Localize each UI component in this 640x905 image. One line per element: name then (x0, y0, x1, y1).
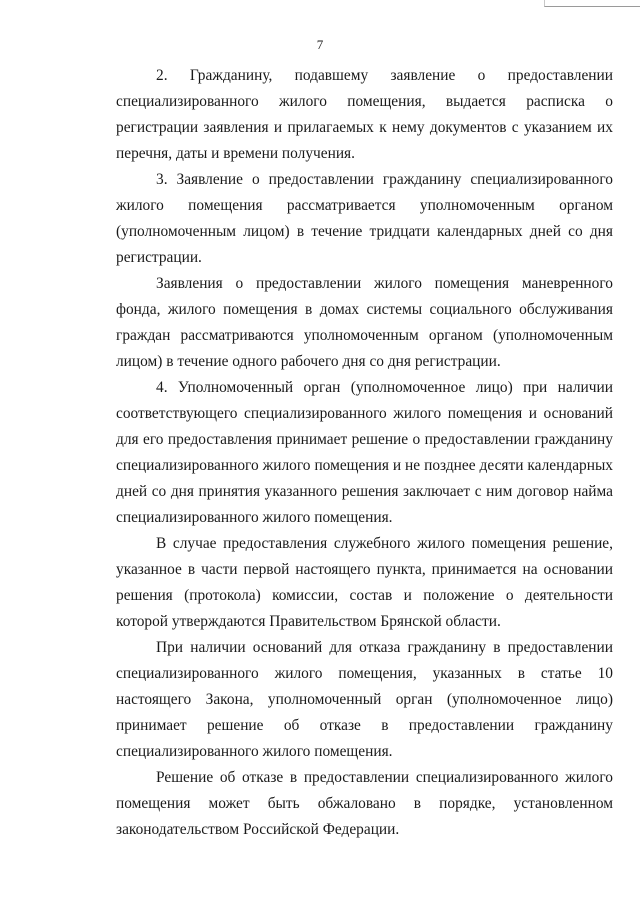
scan-corner-mark (544, 0, 640, 7)
paragraph-item-4-decision: 4. Уполномоченный орган (уполномоченное лицо) при наличии соответствующего специализированного жилого помещения и оснований для его предоставления принимает решение о предоставлении гражданину специализированного жилого помещения и не позднее десяти календарных дней со дня принятия указанного решения заключает с ним договор найма специализированного жилого помещения. (116, 379, 613, 526)
paragraph-item-3-review-period: 3. Заявление о предоставлении гражданину специализированного жилого помещения рассматривается уполномоченным органом (уполномоченным лицом) в течение тридцати календарных дней со дня регистрации. (116, 171, 613, 266)
document-body (116, 63, 613, 843)
paragraph-service-housing-commission: В случае предоставления служебного жилого помещения решение, указанное в части первой настоящего пункта, принимается на основании решения (протокола) комиссии, состав и положение о деятельности которой утверждаются Правительством Брянской области. (116, 535, 613, 630)
page-number: 7 (316, 37, 324, 52)
paragraph-refusal-grounds: При наличии оснований для отказа гражданину в предоставлении специализированного жилого помещения, указанных в статье 10 настоящего Закона, уполномоченный орган (уполномоченное лицо) принимает решение об отказе в предоставлении гражданину специализированного жилого помещения. (116, 639, 613, 760)
paragraph-maneuver-fund-review: Заявления о предоставлении жилого помещения маневренного фонда, жилого помещения в домах системы социального обслуживания граждан рассматриваются уполномоченным органом (уполномоченным лицом) в течение одного рабочего дня со дня регистрации. (116, 275, 613, 370)
paragraph-item-2-receipt: 2. Гражданину, подавшему заявление о предоставлении специализированного жилого помещения, выдается расписка о регистрации заявления и прилагаемых к нему документов с указанием их перечня, даты и времени получения. (116, 67, 613, 162)
paragraph-refusal-appeal: Решение об отказе в предоставлении специализированного жилого помещения может быть обжаловано в порядке, установленном законодательством Российской Федерации. (116, 769, 613, 838)
